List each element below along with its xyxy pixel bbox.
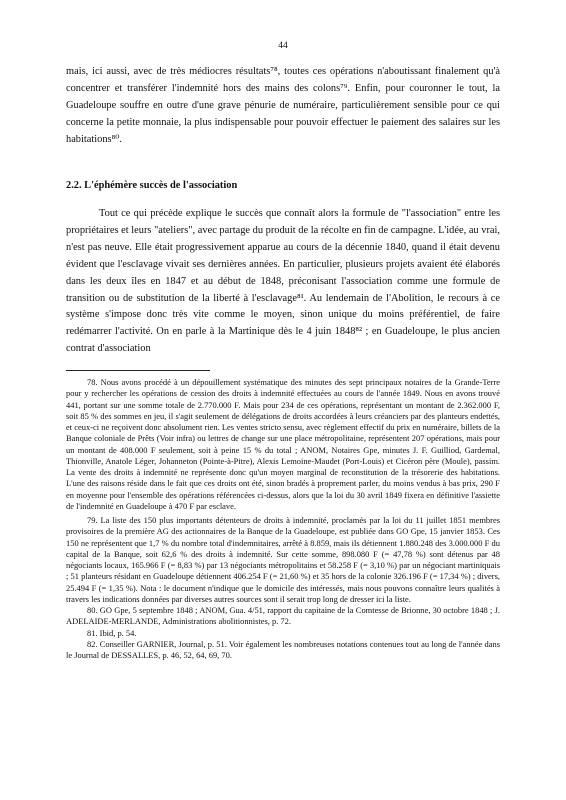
paragraph-2: Tout ce qui précède explique le succès que connaît alors la formule de "l'association" entre les propriétaires et leurs "ateliers", avec partage du produit de la récolte en fin de campagne. L'idée, au vrai, n'est pas neuve. Elle était progressivement apparue au cours de la décennie 1840, quand il était devenu évident que l'esclavage vivait ses dernières années. En particulier, plusieurs projets avaient été élaborés dans les deux îles en 1847 et au début de 1848, préconisant l'association comme une formule de transition ou de substitution de la liberté à l'esclavage⁸¹. Au lendemain de l'Abolition, le recours à ce système s'impose donc très vite comme le moyen, sinon unique du moins préférentiel, de faire redémarrer l'activité. On en parle à la Martinique dès le 4 juin 1848⁸² ; en Guadeloupe, le plus ancien contrat d'association — [66, 208, 500, 355]
section-heading: 2.2. L'éphémère succès de l'association — [66, 180, 238, 191]
paragraph-block — [66, 206, 500, 358]
footnote-82: 82. Conseiller GARNIER, Journal, p. 51. Voir également les nombreuses notations contenues tout au long de l'année dans le Journal de DESSALLES, p. 46, 52, 64, 69, 70. — [66, 638, 500, 660]
paragraph-1: mais, ici aussi, avec de très médiocres résultats⁷⁸, toutes ces opérations n'aboutissant finalement qu'à concentrer et transférer l'indemnité hors des mains des colons⁷⁹. Enfin, pour couronner le tout, la Guadeloupe souffre en outre d'une grave pénurie de numéraire, particulièrement sensible pour ce qui concerne la petite monnaie, la plus indispensable pour pouvoir effectuer le paiement des salaires sur les habitations⁸⁰. — [66, 66, 500, 145]
page-number: 44 — [278, 41, 288, 51]
footnote-separator — [66, 370, 210, 371]
footnote-81: 81. Ibid, p. 54. — [87, 627, 137, 638]
footnote-80: 80. GO Gpe, 5 septembre 1848 ; ANOM, Gua. 4/51, rapport du capitaine de la Comtesse de Brionne, 30 octobre 1848 ; J. ADELAIDE-MERLANDE, Administrations abolitionnistes, p. 72. — [66, 605, 500, 627]
footnote-78: 78. Nous avons procédé à un dépouillement systématique des minutes des sept principaux notaires de la Grande-Terre pour y rechercher les opérations de cession des droits à indemnité effectuées au cours de l'année 1849. Nous en avons trouvé 441, portant sur une somme totale de 2.770.000 F. Mais pour 234 de ces opérations, représentant un montant de 2.362.000 F, soit 85 % des sommes en jeu, il s'agit seulement de délégations de droits accordées à leurs créanciers par des planteurs endettés, et ceux-ci ne reçoivent donc absolument rien. Les ventes stricto sensu, avec règlement effectif du prix en numéraire, billets de la Banque coloniale de Prêts (Voir infra) ou lettres de change sur une place métropolitaine, représentent 207 opérations, mais pour un montant de 408.000 F seulement, soit à peine 15 % du total ; ANOM, Notaires Gpe, minutes J. F. Guilliod, Gardemal, Thionville, Anatole Léger, Johanneton (Pointe-à-Pitre), Alexis Lemoine-Maudet (Port-Louis) et Cicéron père (Moule), passim. La vente des droits à indemnité ne représente donc qu'un moyen marginal de reconstitution de la trésorerie des habitations. L'une des raisons réside dans le fait que ces droits ont été, sinon bradés à proprement parler, du moins vendus à bas prix, 290 F en moyenne pour l'ensemble des opérations référencées ci-dessus, alors que la loi du 30 avril 1849 fixera en définitive l'assiette de l'indemnité en Guadeloupe à 470 F par esclave. — [66, 377, 500, 511]
footnotes — [66, 377, 500, 661]
paragraph-continuation — [66, 64, 500, 149]
footnote-79: 79. La liste des 150 plus importants détenteurs de droits à indemnité, proclamés par la loi du 11 juillet 1851 membres provisoires de la première AG des actionnaires de la Banque de la Guadeloupe, est publiée dans GO Gpe, 15 janvier 1853. Ces 150 ne représentent que 1,7 % du nombre total d'indemnitaires, arrêté à 8.859, mais ils détiennent 1.880.248 des 3.000.000 F du capital de la Banque, soit 62,6 % des droits à indemnité. Sur cette somme, 898.080 F (= 47,78 %) sont détenus par 48 négociants locaux, 165.966 F (= 8,83 %) par 13 négociants métropolitains et 58.258 F (= 3,10 %) par un négociant martiniquais ; 51 planteurs résidant en Guadeloupe détiennent 406.254 F (= 21,60 %) et 35 hors de la colonie 326.196 F (= 17,34 %) ; divers, 25.494 F (= 1,35 %). Nota : le document n'indique que le domicile des intéressés, mais nous pouvons connaître leurs qualités à travers les indications données par diverses autres sources sont il serait trop long de dresser ici la liste. — [66, 515, 500, 604]
